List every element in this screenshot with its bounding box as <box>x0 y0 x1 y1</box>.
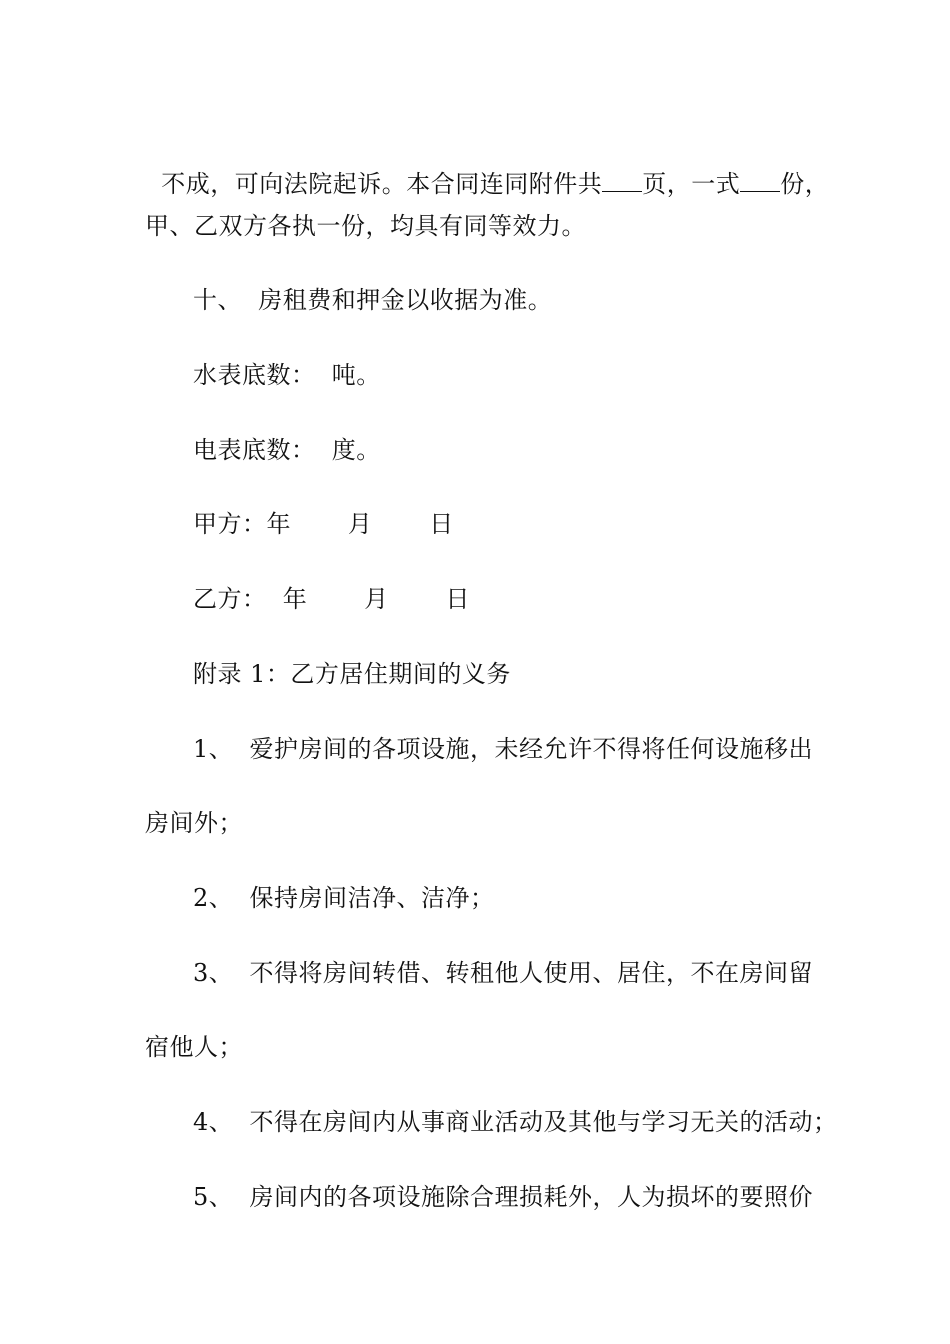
text-line-7: 乙方： 年 月 日 <box>193 585 471 613</box>
line-1-part-2: 页，一式 <box>642 170 741 198</box>
line-1-part-3: 份， <box>780 170 830 198</box>
text-line-3: 十、 房租费和押金以收据为准。 <box>193 286 553 314</box>
text-line-2: 甲、乙双方各执一份，均具有同等效力。 <box>145 212 586 240</box>
text-line-10: 房间外； <box>145 809 243 837</box>
text-line-4: 水表底数： 吨。 <box>193 361 381 389</box>
text-line-9: 1、 爱护房间的各项设施，未经允许不得将任何设施移出 <box>193 735 814 763</box>
text-line-13: 宿他人； <box>145 1033 243 1061</box>
text-line-15: 5、 房间内的各项设施除合理损耗外，人为损坏的要照价 <box>193 1183 814 1211</box>
line-1-part-1: 不成，可向法院起诉。本合同连同附件共 <box>161 170 603 198</box>
text-line-8: 附录 1：乙方居住期间的义务 <box>193 660 511 688</box>
text-line-12: 3、 不得将房间转借、转租他人使用、居住，不在房间留 <box>193 959 814 987</box>
text-line-14: 4、 不得在房间内从事商业活动及其他与学习无关的活动； <box>193 1108 838 1136</box>
blank-copies <box>740 171 780 192</box>
blank-pages <box>602 171 642 192</box>
text-line-5: 电表底数： 度。 <box>193 436 381 464</box>
text-line-6: 甲方：年 月 日 <box>193 510 454 538</box>
text-line-11: 2、 保持房间洁净、洁净； <box>193 884 495 912</box>
text-line-1 <box>145 136 829 200</box>
